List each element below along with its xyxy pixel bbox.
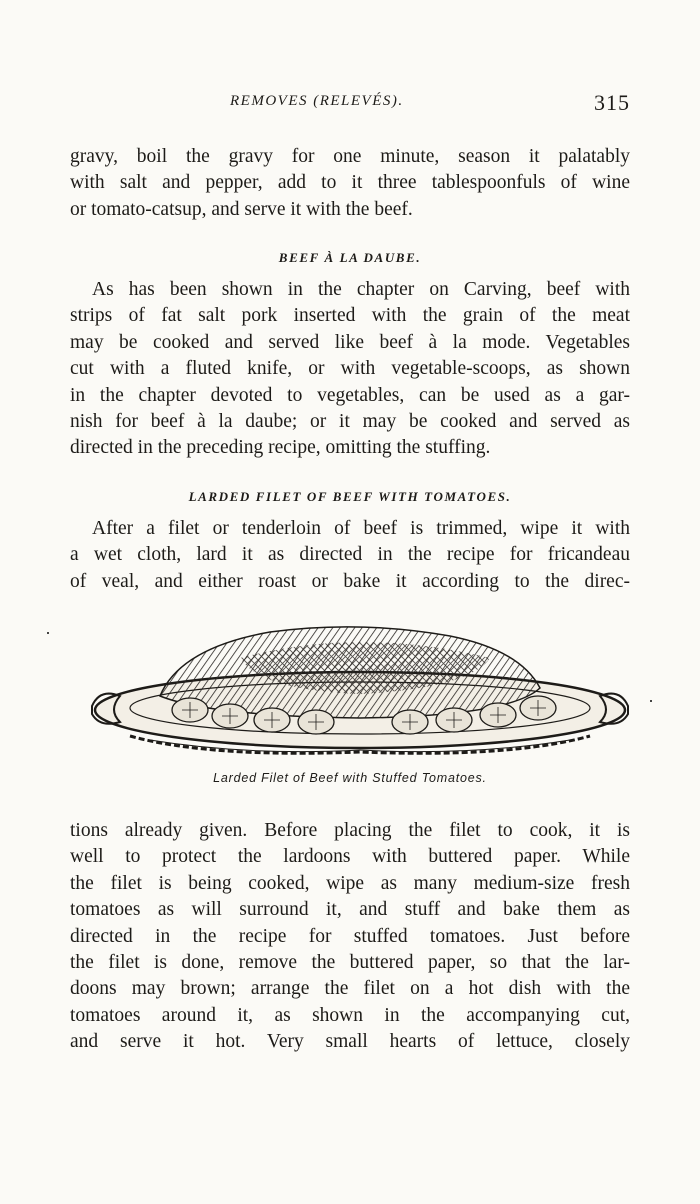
recipe-heading-larded-filet: LARDED FILET OF BEEF WITH TOMATOES. — [188, 489, 512, 504]
scan-speck — [650, 700, 652, 702]
text-line: in the chapter devoted to vegetables, can be used as a gar- — [70, 384, 630, 406]
scan-speck — [47, 632, 49, 634]
text-line: or tomato-catsup, and serve it with the beef. — [70, 198, 413, 220]
text-line: tomatoes around it, as shown in the accompanying cut, — [70, 1004, 630, 1026]
text-line: directed in the preceding recipe, omitting the stuffing. — [70, 437, 491, 459]
text-line: directed in the recipe for stuffed tomatoes. Just before — [70, 925, 630, 947]
paragraph-gravy-continued — [70, 144, 630, 223]
text-line: of veal, and either roast or bake it according to the direc- — [70, 570, 630, 592]
text-line: strips of fat salt pork inserted with the grain of the meat — [70, 305, 630, 327]
text-line: cut with a fluted knife, or with vegetable-scoops, as shown — [70, 358, 630, 380]
text-line: As has been shown in the chapter on Carving, beef with — [92, 279, 630, 300]
paragraph-larded-filet-continued — [70, 818, 630, 1056]
text-line: After a filet or tenderloin of beef is trimmed, wipe it with — [92, 518, 630, 539]
text-line: the filet is done, remove the buttered paper, so that the lar- — [70, 951, 630, 973]
paragraph-larded-filet — [70, 516, 630, 595]
recipe-heading-beef-a-la-daube: BEEF À LA DAUBE. — [278, 250, 422, 265]
running-head — [70, 90, 630, 119]
paragraph-beef-a-la-daube — [70, 277, 630, 462]
text-line: may be cooked and served like beef à la mode. Vegetables — [70, 331, 630, 353]
text-line: a wet cloth, lard it as directed in the recipe for fricandeau — [70, 544, 630, 566]
text-line: doons may brown; arrange the filet on a hot dish with the — [70, 978, 630, 1000]
text-line: tions already given. Before placing the filet to cook, it is — [70, 820, 630, 841]
text-line: and serve it hot. Very small hearts of lettuce, closely — [70, 1031, 630, 1053]
filet-of-beef-illustration — [90, 618, 630, 766]
text-line: gravy, boil the gravy for one minute, season it palatably — [70, 146, 630, 167]
page-number: 315 — [594, 90, 630, 115]
text-line: with salt and pepper, add to it three tablespoonfuls of wine — [70, 172, 630, 194]
text-line: nish for beef à la daube; or it may be cooked and served as — [70, 410, 630, 432]
figure-caption: Larded Filet of Beef with Stuffed Tomatoes. — [213, 771, 487, 785]
running-head-title: REMOVES (RELEVÉS). — [230, 93, 404, 109]
text-line: well to protect the lardoons with buttered paper. While — [70, 846, 630, 868]
text-line: tomatoes as will surround it, and stuff and bake them as — [70, 899, 630, 921]
text-line: the filet is being cooked, wipe as many medium-size fresh — [70, 872, 630, 894]
